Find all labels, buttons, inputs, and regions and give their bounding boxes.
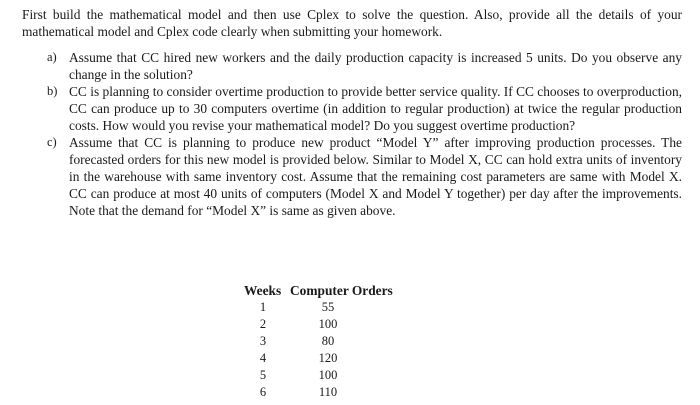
question-item-c — [22, 134, 682, 219]
week-cell: 4 — [259, 351, 267, 365]
orders-value: 55 — [321, 300, 335, 314]
table-row — [244, 333, 393, 350]
orders-cell — [282, 333, 393, 350]
orders-cell — [282, 367, 393, 384]
orders-value: 100 — [318, 317, 338, 331]
question-list — [22, 49, 682, 219]
orders-column-header: Computer Orders — [290, 283, 393, 298]
table-row — [244, 316, 393, 333]
question-item-b — [22, 83, 682, 134]
week-cell: 5 — [259, 368, 267, 382]
orders-table-container — [244, 282, 393, 401]
week-cell: 2 — [259, 317, 267, 331]
table-row — [244, 350, 393, 367]
orders-cell — [282, 316, 393, 333]
orders-cell — [282, 384, 393, 401]
orders-value: 80 — [321, 334, 335, 348]
table-row — [244, 299, 393, 316]
question-text: Assume that CC is planning to produce new product “Model Y” after improving production processes. The forecasted orders for this new model is provided below. Similar to Model X, CC can hold extra units of inventory in the warehouse with same inventory cost. Assume that the remaining cost parameters are same with Model X. CC can produce at most 40 units of computers (Model X and Model Y together) per day after the improvements. Note that the demand for “Model X” is same as given above. — [69, 135, 682, 218]
orders-value: 110 — [318, 385, 338, 399]
question-marker: b) — [47, 84, 58, 98]
orders-value: 100 — [318, 368, 338, 382]
question-text: CC is planning to consider overtime production to provide better service quality. If CC chooses to overproduction, CC can produce up to 30 computers overtime (in addition to regular production) at twice the regular production costs. How would you revise your mathematical model? Do you suggest overtime production? — [69, 84, 682, 133]
instructions-paragraph: First build the mathematical model and then use Cplex to solve the question. Also, provide all the details of your mathematical model and Cplex code clearly when submitting your homework. — [22, 7, 682, 39]
week-cell: 1 — [259, 300, 267, 314]
orders-value: 120 — [318, 351, 338, 365]
question-text: Assume that CC hired new workers and the daily production capacity is increased 5 units. Do you observe any change in the solution? — [69, 50, 682, 82]
week-cell: 6 — [259, 385, 267, 399]
orders-cell — [282, 350, 393, 367]
weeks-column-header: Weeks — [244, 283, 282, 298]
orders-cell — [282, 299, 393, 316]
question-item-a — [22, 49, 682, 83]
computer-orders-table — [244, 282, 393, 401]
table-row — [244, 384, 393, 401]
week-cell: 3 — [259, 334, 267, 348]
question-marker: c) — [47, 135, 57, 149]
table-header-row — [244, 282, 393, 299]
table-row — [244, 367, 393, 384]
question-marker: a) — [47, 50, 57, 64]
